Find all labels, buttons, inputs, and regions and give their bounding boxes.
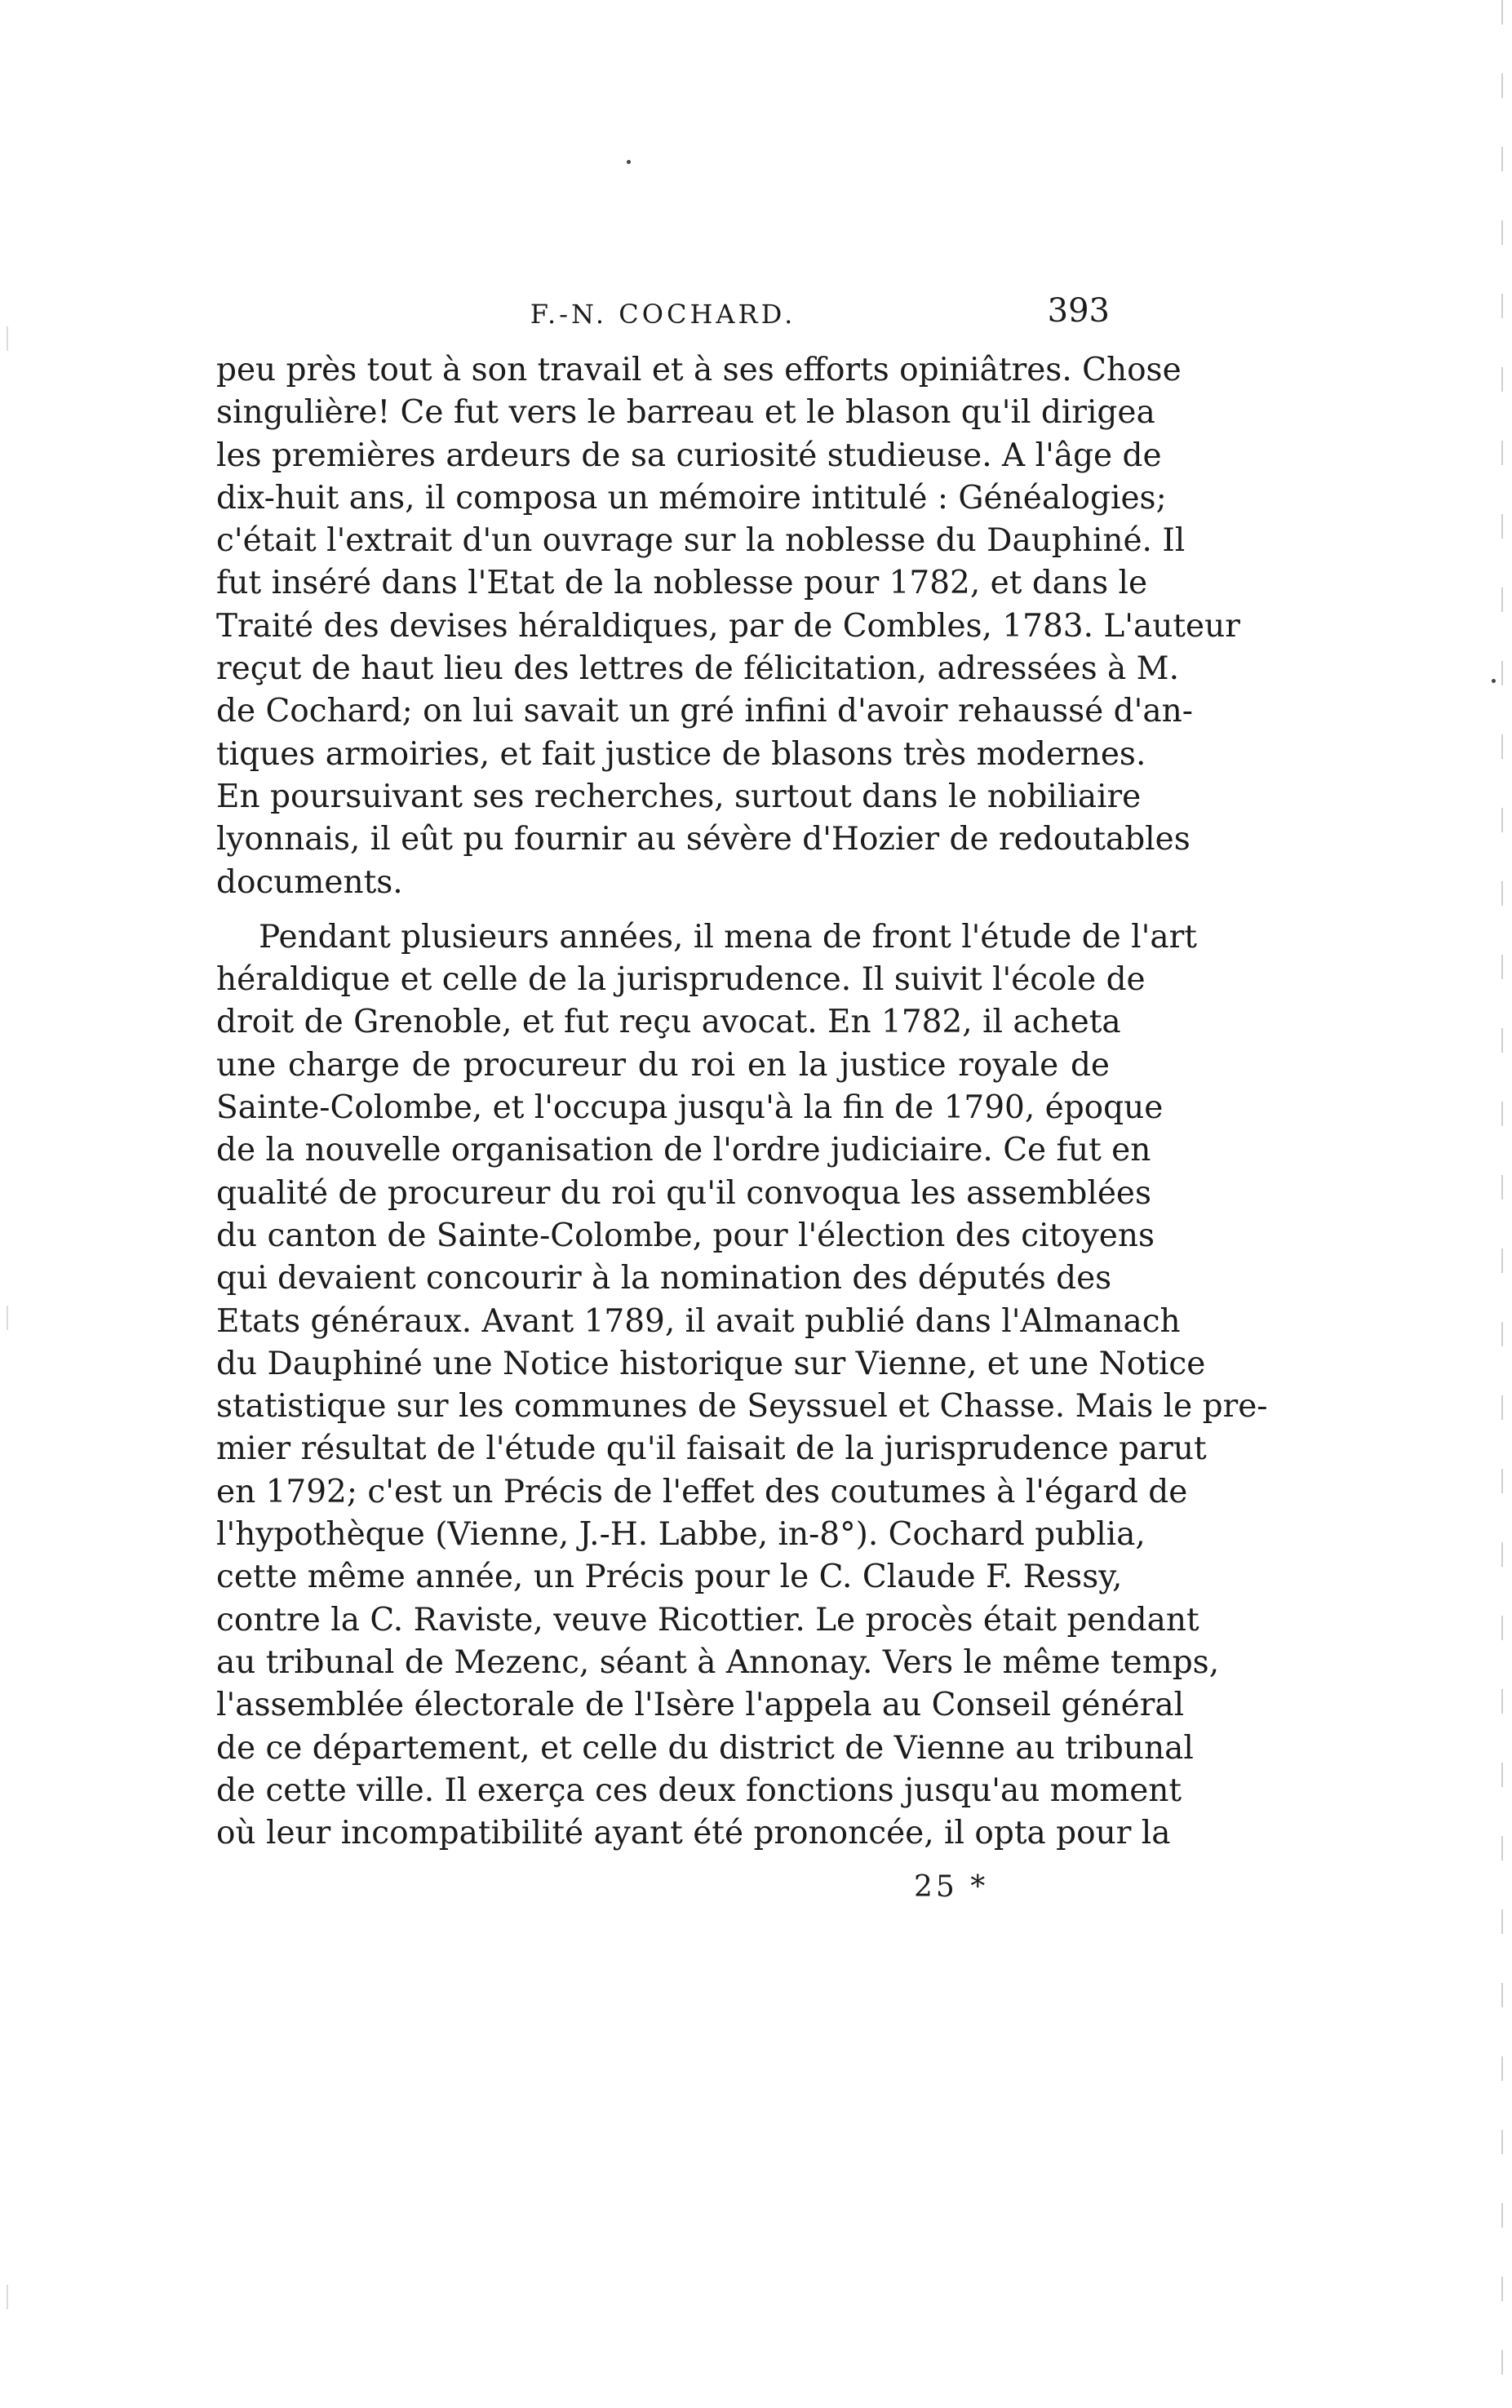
paragraph-2 [216, 916, 1268, 1856]
text-line: héraldique et celle de la jurisprudence. Il suivit l'école de [216, 961, 1146, 999]
signature-mark: 25 * [914, 1870, 989, 1904]
text-line: du Dauphiné une Notice historique sur Vienne, et une Notice [216, 1345, 1206, 1382]
text-line: qualité de procureur du roi qu'il convoqua les assemblées [216, 1174, 1152, 1212]
text-line: En poursuivant ses recherches, surtout dans le nobiliaire [216, 778, 1142, 815]
text-line: contre la C. Raviste, veuve Ricottier. Le procès était pendant [216, 1601, 1199, 1639]
text-line: tiques armoiries, et fait justice de blasons très modernes. [216, 735, 1146, 773]
running-head [216, 292, 1110, 341]
text-line: où leur incompatibilité ayant été prononcée, il opta pour la [216, 1815, 1171, 1852]
scan-edge-left [7, 0, 8, 2408]
text-line: mier résultat de l'étude qu'il faisait de la jurisprudence parut [216, 1430, 1207, 1468]
running-title: F.-N. COCHARD. [530, 299, 796, 330]
text-line: c'était l'extrait d'un ouvrage sur la noblesse du Dauphiné. Il [216, 522, 1186, 560]
text-line: Etats généraux. Avant 1789, il avait publié dans l'Almanach [216, 1302, 1181, 1340]
text-line: Traité des devises héraldiques, par de Combles, 1783. L'auteur [216, 607, 1240, 645]
page-number: 393 [1047, 292, 1110, 330]
text-line: lyonnais, il eût pu fournir au sévère d'Hozier de redoutables [216, 821, 1191, 858]
paragraph-1 [216, 349, 1240, 904]
text-line: Sainte-Colombe, et l'occupa jusqu'à la fin de 1790, époque [216, 1089, 1164, 1127]
text-line: peu près tout à son travail et à ses efforts opiniâtres. Chose [216, 352, 1182, 388]
body-text [216, 349, 1268, 1855]
text-line: l'assemblée électorale de l'Isère l'appela au Conseil général [216, 1687, 1185, 1724]
text-line: de la nouvelle organisation de l'ordre judiciaire. Ce fut en [216, 1132, 1151, 1169]
scan-speck [627, 160, 631, 164]
text-line: qui devaient concourir à la nomination des députés des [216, 1260, 1112, 1297]
text-line: en 1792; c'est un Précis de l'effet des coutumes à l'égard de [216, 1473, 1188, 1510]
text-line: Pendant plusieurs années, il mena de front l'étude de l'art [259, 918, 1197, 956]
text-line: singulière! Ce fut vers le barreau et le blason qu'il dirigea [216, 394, 1155, 432]
text-line: dix-huit ans, il composa un mémoire intitulé : Généalogies; [216, 479, 1167, 517]
text-line: une charge de procureur du roi en la justice royale de [216, 1046, 1110, 1084]
text-line: de Cochard; on lui savait un gré infini d'avoir rehaussé d'an- [216, 693, 1193, 730]
text-line: reçut de haut lieu des lettres de félicitation, adressées à M. [216, 650, 1179, 688]
scan-edge-right [1501, 0, 1503, 2408]
text-line: droit de Grenoble, et fut reçu avocat. En 1782, il acheta [216, 1004, 1121, 1041]
text-line: de ce département, et celle du district de Vienne au tribunal [216, 1729, 1194, 1767]
paragraph-gap [216, 904, 1110, 916]
text-line: de cette ville. Il exerça ces deux fonctions jusqu'au moment [216, 1772, 1182, 1809]
scan-speck [1492, 679, 1496, 683]
text-line: cette même année, un Précis pour le C. Claude F. Ressy, [216, 1559, 1123, 1596]
text-line: fut inséré dans l'Etat de la noblesse pour 1782, et dans le [216, 565, 1148, 602]
text-line: documents. [216, 863, 403, 901]
text-line: les premières ardeurs de sa curiosité studieuse. A l'âge de [216, 437, 1162, 474]
text-line: statistique sur les communes de Seyssuel et Chasse. Mais le pre- [216, 1388, 1268, 1426]
text-line: au tribunal de Mezenc, séant à Annonay. Vers le même temps, [216, 1643, 1220, 1681]
text-line: l'hypothèque (Vienne, J.-H. Labbe, in-8°). Cochard publia, [216, 1516, 1146, 1554]
text-line: du canton de Sainte-Colombe, pour l'élection des citoyens [216, 1217, 1155, 1254]
